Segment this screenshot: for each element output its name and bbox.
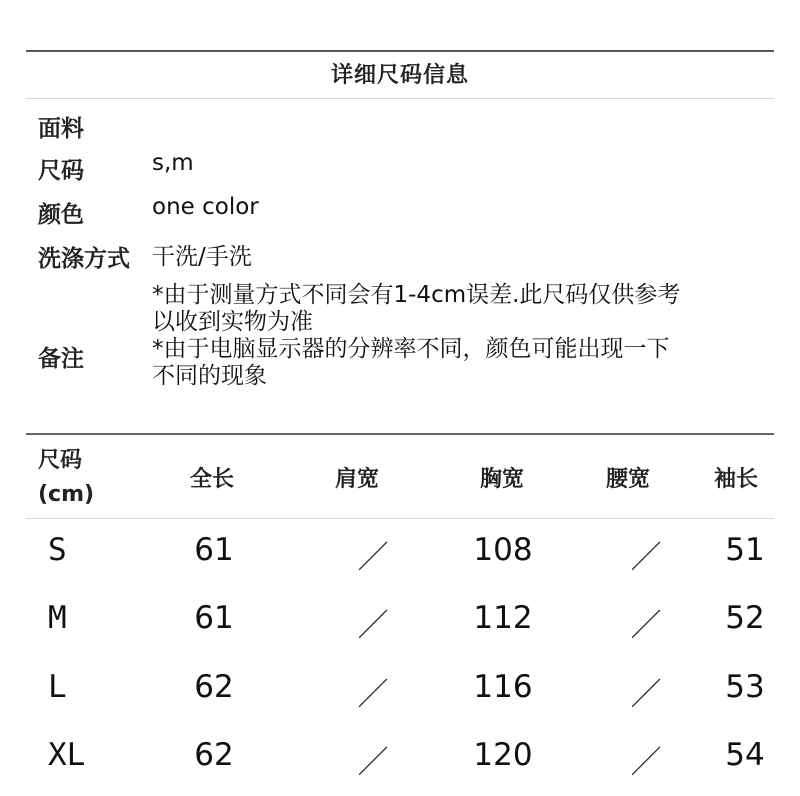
row-chest: 112	[473, 600, 533, 636]
row-sleeve: 54	[725, 737, 765, 773]
remark-line: 以收到实物为准	[152, 309, 313, 335]
row-chest: 116	[473, 669, 533, 705]
row-waist: ／	[630, 677, 662, 713]
header-shoulder: 肩宽	[334, 467, 379, 492]
header-chest: 胸宽	[479, 467, 524, 492]
row-sleeve: 51	[725, 532, 765, 568]
row-shoulder: ／	[357, 677, 389, 713]
row-shoulder: ／	[357, 540, 389, 576]
remark-label: 备注	[38, 346, 84, 372]
header-sleeve: 袖长	[713, 467, 758, 492]
washing-label: 洗涤方式	[38, 246, 130, 272]
header-length: 全长	[189, 467, 234, 492]
header-size-unit: (cm)	[38, 482, 95, 507]
row-size: S	[48, 532, 67, 568]
color-label: 颜色	[38, 202, 84, 228]
row-sleeve: 53	[725, 669, 765, 705]
title-divider	[26, 98, 774, 99]
remark-line: *由于测量方式不同会有1-4cm误差.此尺码仅供参考	[152, 282, 681, 308]
remark-line: 不同的现象	[152, 363, 267, 389]
row-waist: ／	[630, 745, 662, 781]
size-value: s,m	[152, 150, 194, 176]
row-length: 62	[194, 737, 234, 773]
header-size-label: 尺码	[38, 448, 83, 473]
header-divider	[26, 518, 774, 519]
row-length: 61	[194, 532, 234, 568]
remark-line: *由于电脑显示器的分辨率不同，颜色可能出现一下	[152, 336, 670, 362]
row-chest: 108	[473, 532, 533, 568]
row-waist: ／	[630, 540, 662, 576]
row-length: 61	[194, 600, 234, 636]
row-shoulder: ／	[357, 608, 389, 644]
header-size	[38, 444, 94, 512]
page-title: 详细尺码信息	[330, 63, 469, 88]
row-shoulder: ／	[357, 745, 389, 781]
top-rule	[26, 50, 774, 52]
row-size: XL	[48, 737, 86, 773]
size-label: 尺码	[38, 158, 84, 184]
color-value: one color	[152, 194, 259, 220]
row-waist: ／	[630, 608, 662, 644]
section-rule	[26, 433, 774, 435]
fabric-label: 面料	[38, 116, 84, 142]
header-waist: 腰宽	[605, 467, 650, 492]
row-size: M	[48, 600, 67, 636]
row-sleeve: 52	[725, 600, 765, 636]
row-chest: 120	[473, 737, 533, 773]
row-size: L	[48, 669, 67, 705]
row-length: 62	[194, 669, 234, 705]
washing-value: 干洗/手洗	[152, 244, 252, 270]
remark-text	[152, 282, 782, 390]
